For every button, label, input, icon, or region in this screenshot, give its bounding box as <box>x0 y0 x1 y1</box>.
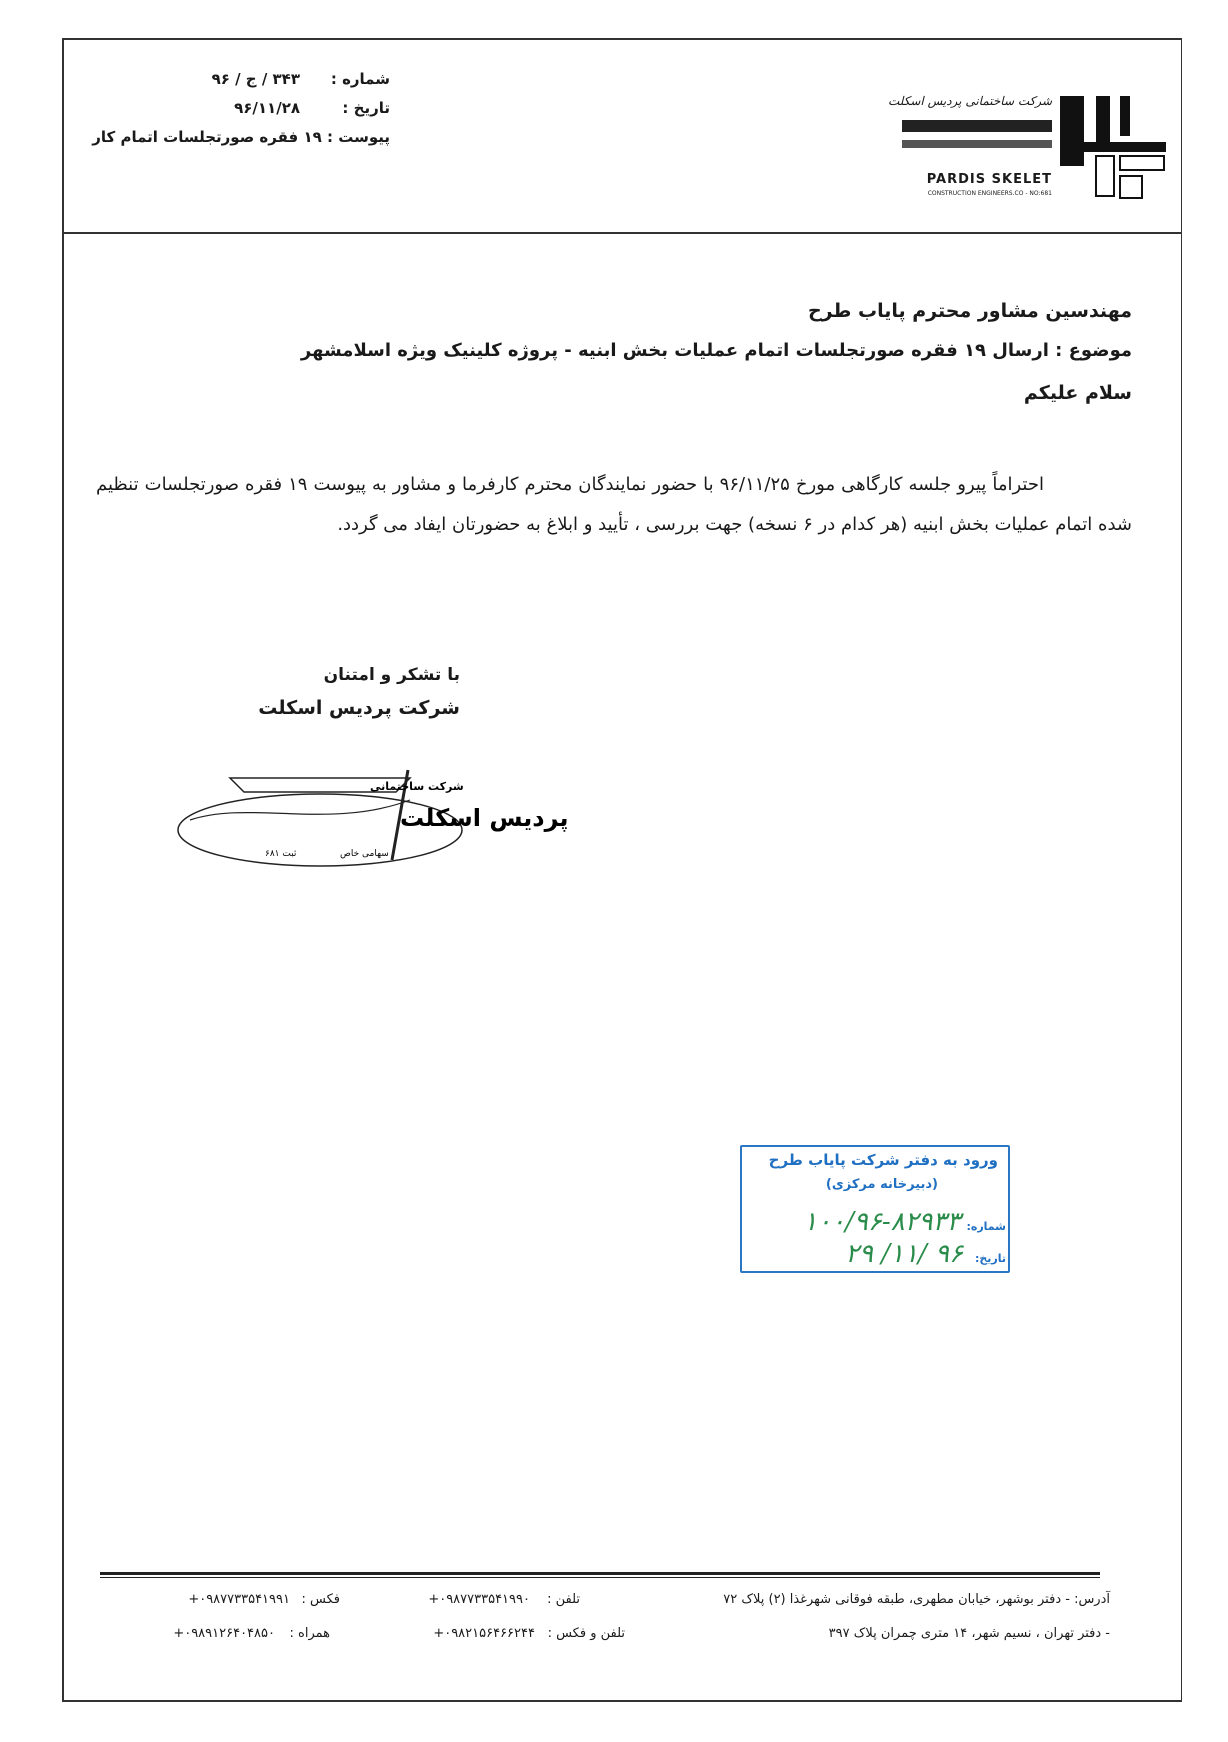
receipt-title: ورود به دفتر شرکت پایاب طرح <box>768 1151 998 1169</box>
stamp-line4: ثبت ۶۸۱ <box>265 849 297 859</box>
logo-bar <box>902 140 1052 148</box>
page-border <box>62 38 1182 1702</box>
footer-phone2: ۰۹۸۲۱۵۶۴۶۶۲۴۴+ <box>433 1626 535 1641</box>
logo-script-text: شرکت ساختمانی پردیس اسکلت <box>887 94 1052 108</box>
footer-mobile: ۰۹۸۹۱۲۶۴۰۴۸۵۰+ <box>173 1626 275 1641</box>
number-row <box>80 70 390 88</box>
footer-address-bushehr: آدرس: - دفتر بوشهر، خیابان مطهری، طبقه فوقانی شهرغذا (۲) پلاک ۷۲ <box>723 1592 1110 1607</box>
footer-address-tehran: - دفتر تهران ، نسیم شهر، ۱۴ متری چمران پلاک ۳۹۷ <box>828 1626 1110 1641</box>
receipt-subtitle: (دبیرخانه مرکزی) <box>825 1177 938 1192</box>
logo-sub-text: CONSTRUCTION ENGINEERS.CO - NO:681 <box>927 190 1052 197</box>
logo-bar <box>902 120 1052 132</box>
closing-block <box>190 665 460 719</box>
number-value: ۳۴۳ / ج / ۹۶ <box>211 70 300 88</box>
attachment-row <box>80 128 390 146</box>
receipt-number-value: ۱۰۰/۹۶-۸۲۹۳۳ <box>803 1207 961 1237</box>
closing-thanks: با تشکر و امتنان <box>323 665 460 685</box>
footer-phone2-label: تلفن و فکس : <box>547 1626 625 1641</box>
letter-meta <box>80 70 390 157</box>
footer-divider <box>100 1572 1100 1575</box>
logo-mark-icon <box>1058 92 1168 202</box>
receipt-date-value: ۹۶ /۱۱/ ۲۹ <box>845 1239 963 1269</box>
receipt-date-row <box>845 1239 1006 1269</box>
receipt-number-label: شماره: <box>966 1220 1006 1233</box>
stamp-line2: پردیس اسکلت <box>400 804 569 832</box>
stamp-line3: سهامی خاص <box>340 849 389 859</box>
footer-mobile-label: همراه : <box>289 1626 330 1641</box>
company-stamp <box>170 760 569 870</box>
footer-divider-thin <box>100 1577 1100 1578</box>
date-value: ۹۶/۱۱/۲۸ <box>234 99 300 117</box>
logo-brand-text: PARDIS SKELET <box>926 172 1052 187</box>
addressee: مهندسین مشاور محترم پایاب طرح <box>807 300 1132 322</box>
date-row <box>80 99 390 117</box>
receipt-stamp <box>740 1145 1010 1273</box>
footer-fax1: ۰۹۸۷۷۳۳۵۴۱۹۹۱+ <box>188 1592 290 1607</box>
company-logo <box>868 80 1168 220</box>
receipt-number-row <box>803 1207 1006 1237</box>
stamp-line1: شرکت ساختمانی <box>370 780 464 793</box>
date-label: تاریخ : <box>342 99 390 117</box>
receipt-date-label: تاریخ: <box>974 1252 1006 1265</box>
greeting: سلام علیکم <box>1023 382 1132 404</box>
number-label: شماره : <box>330 70 390 88</box>
subject-line: موضوع : ارسال ۱۹ فقره صورتجلسات اتمام عملیات بخش ابنیه - پروژه کلینیک ویژه اسلامشهر <box>300 340 1132 361</box>
closing-company: شرکت پردیس اسکلت <box>258 697 460 719</box>
body-paragraph: احتراماً پیرو جلسه کارگاهی مورخ ۹۶/۱۱/۲۵ با حضور نمایندگان محترم کارفرما و مشاور به پیوست ۱۹ فقره صورتجلسات تنظیم شده اتمام عملیات بخش ابنیه (هر کدام در ۶ نسخه) جهت بررسی ، تأیید و ابلاغ به حضورتان ایفاد می گردد. <box>96 474 1132 535</box>
footer-phone1: ۰۹۸۷۷۳۳۵۴۱۹۹۰+ <box>428 1592 530 1607</box>
footer-fax1-label: فکس : <box>301 1592 340 1607</box>
attachment-text: پیوست : ۱۹ فقره صورتجلسات اتمام کار <box>92 128 390 146</box>
header-divider <box>62 232 1182 234</box>
footer-phone1-label: تلفن : <box>547 1592 580 1607</box>
